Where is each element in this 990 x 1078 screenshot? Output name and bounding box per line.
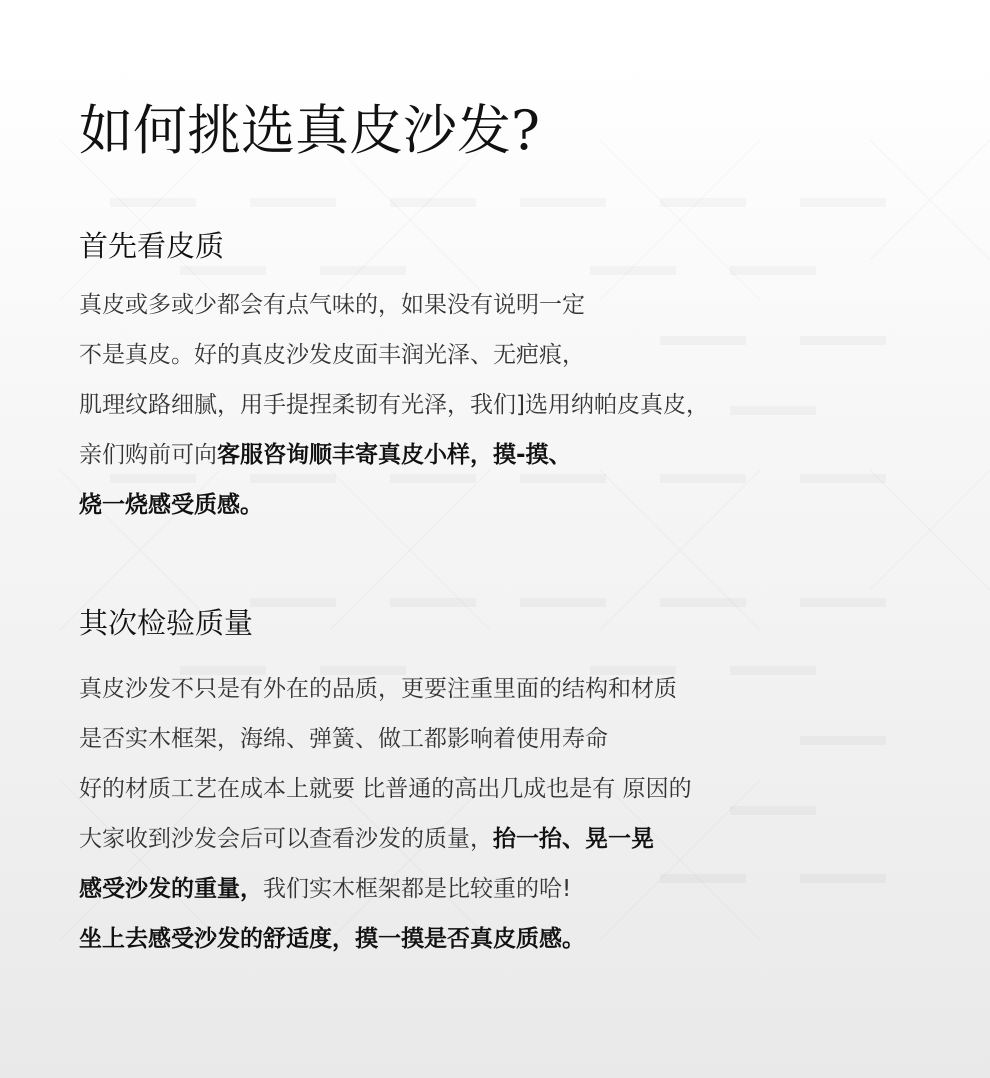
paragraph-line bbox=[79, 771, 692, 807]
line-text: 我们实木框架都是比较重的哈! bbox=[263, 876, 572, 902]
line-text: 肌理纹路细腻，用手提捏柔韧有光泽，我们]选用纳帕皮真皮， bbox=[79, 392, 709, 418]
line-text: 亲们购前可向 bbox=[79, 442, 217, 468]
line-text: 大家收到沙发会后可以查看沙发的质量， bbox=[79, 826, 493, 852]
paragraph-line bbox=[79, 437, 572, 473]
paragraph-line bbox=[79, 671, 677, 707]
line-text: 真皮沙发不只是有外在的品质，更要注重里面的结构和材质 bbox=[79, 676, 677, 702]
paragraph-line bbox=[79, 821, 654, 857]
section-heading-leather: 首先看皮质 bbox=[79, 229, 225, 263]
line-emphasis: 感受沙发的重量， bbox=[79, 876, 263, 902]
line-emphasis: 烧一烧感受质感。 bbox=[79, 492, 263, 518]
page-title: 如何挑选真皮沙发? bbox=[79, 99, 540, 162]
paragraph-line bbox=[79, 921, 585, 957]
line-emphasis: 坐上去感受沙发的舒适度，摸一摸是否真皮质感。 bbox=[79, 926, 585, 952]
line-emphasis: 抬一抬、晃一晃 bbox=[493, 826, 654, 852]
paragraph-line bbox=[79, 287, 585, 323]
line-text: 好的材质工艺在成本上就要 比普通的高出几成也是有 原因的 bbox=[79, 776, 692, 802]
line-emphasis: 客服咨询顺丰寄真皮小样，摸-摸、 bbox=[217, 442, 572, 468]
line-text: 真皮或多或少都会有点气味的，如果没有说明一定 bbox=[79, 292, 585, 318]
paragraph-line bbox=[79, 337, 585, 373]
paragraph-line bbox=[79, 721, 608, 757]
paragraph-line bbox=[79, 387, 709, 423]
paragraph-line bbox=[79, 871, 571, 907]
line-text: 是否实木框架，海绵、弹簧、做工都影响着使用寿命 bbox=[79, 726, 608, 752]
paragraph-line bbox=[79, 487, 263, 523]
line-text: 不是真皮。好的真皮沙发皮面丰润光泽、无疤痕， bbox=[79, 342, 585, 368]
section-heading-quality: 其次检验质量 bbox=[79, 606, 254, 640]
